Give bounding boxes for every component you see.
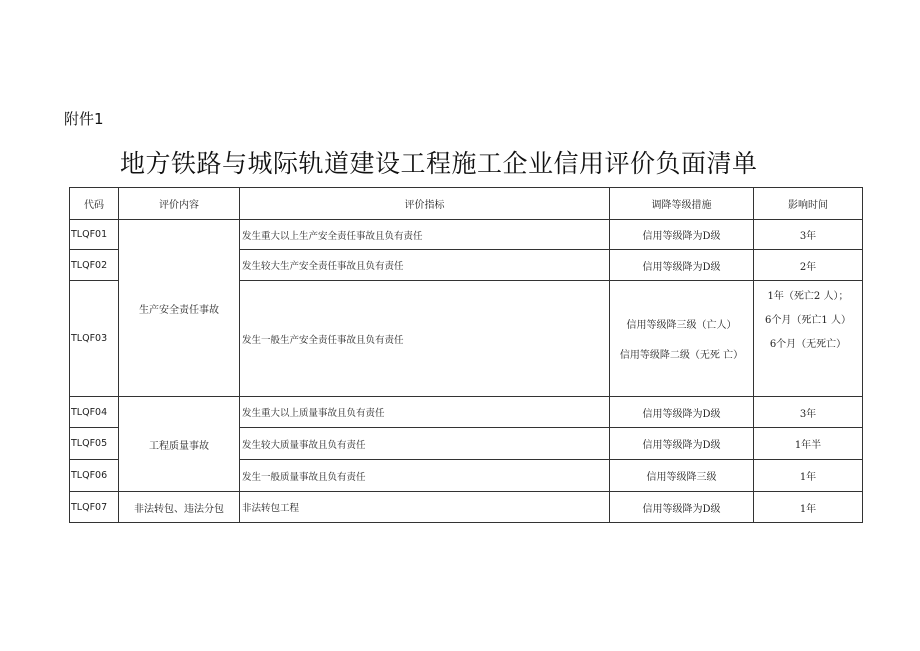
row-measure: 信用等级降为D级 [610,492,754,523]
category-illegal: 非法转包、违法分包 [119,492,240,523]
row-duration: 1年 [754,492,863,523]
row-measure: 信用等级降为D级 [610,250,754,281]
row-indicator: 发生一般质量事故且负有责任 [240,460,610,492]
header-measure: 调降等级措施 [610,188,754,220]
header-content: 评价内容 [119,188,240,220]
duration-line: 1年（死亡2 人）； [767,291,849,302]
row-duration: 2年 [754,250,863,281]
row-code: TLQF02 [70,250,119,281]
row-measure [610,281,754,397]
row-duration [754,281,863,397]
row-measure: 信用等级降为D级 [610,428,754,460]
duration-line: 6个月（无死亡） [769,339,847,350]
row-measure: 信用等级降为D级 [610,397,754,428]
row-code: TLQF05 [70,428,119,460]
row-duration: 1年半 [754,428,863,460]
row-code: TLQF06 [70,460,119,492]
table-header-row [70,188,863,220]
row-measure: 信用等级降为D级 [610,220,754,250]
document-title: 地方铁路与城际轨道建设工程施工企业信用评价负面清单 [120,149,758,178]
header-duration: 影响时间 [754,188,863,220]
row-indicator: 发生一般生产安全责任事故且负有责任 [240,281,610,397]
row-indicator: 非法转包工程 [240,492,610,523]
row-duration: 3年 [754,397,863,428]
row-code: TLQF07 [70,492,119,523]
row-duration: 3年 [754,220,863,250]
row-measure: 信用等级降三级 [610,460,754,492]
category-quality: 工程质量事故 [119,397,240,492]
table-row [70,397,863,428]
table-row [70,492,863,523]
measure-line: 信用等级降三级（亡人） [626,320,737,331]
row-indicator: 发生较大质量事故且负有责任 [240,428,610,460]
row-indicator: 发生重大以上质量事故且负有责任 [240,397,610,428]
row-indicator: 发生重大以上生产安全责任事故且负有责任 [240,220,610,250]
row-indicator: 发生较大生产安全责任事故且负有责任 [240,250,610,281]
header-code: 代码 [70,188,119,220]
category-safety: 生产安全责任事故 [119,220,240,397]
negative-list-table [69,187,863,523]
row-duration: 1年 [754,460,863,492]
table-row [70,220,863,250]
duration-line: 6个月（死亡1 人） [765,315,851,326]
header-indicator: 评价指标 [240,188,610,220]
attachment-label: 附件1 [64,110,104,128]
measure-line: 信用等级降二级（无死 亡） [619,350,744,361]
row-code: TLQF03 [70,281,119,397]
row-code: TLQF04 [70,397,119,428]
row-code: TLQF01 [70,220,119,250]
